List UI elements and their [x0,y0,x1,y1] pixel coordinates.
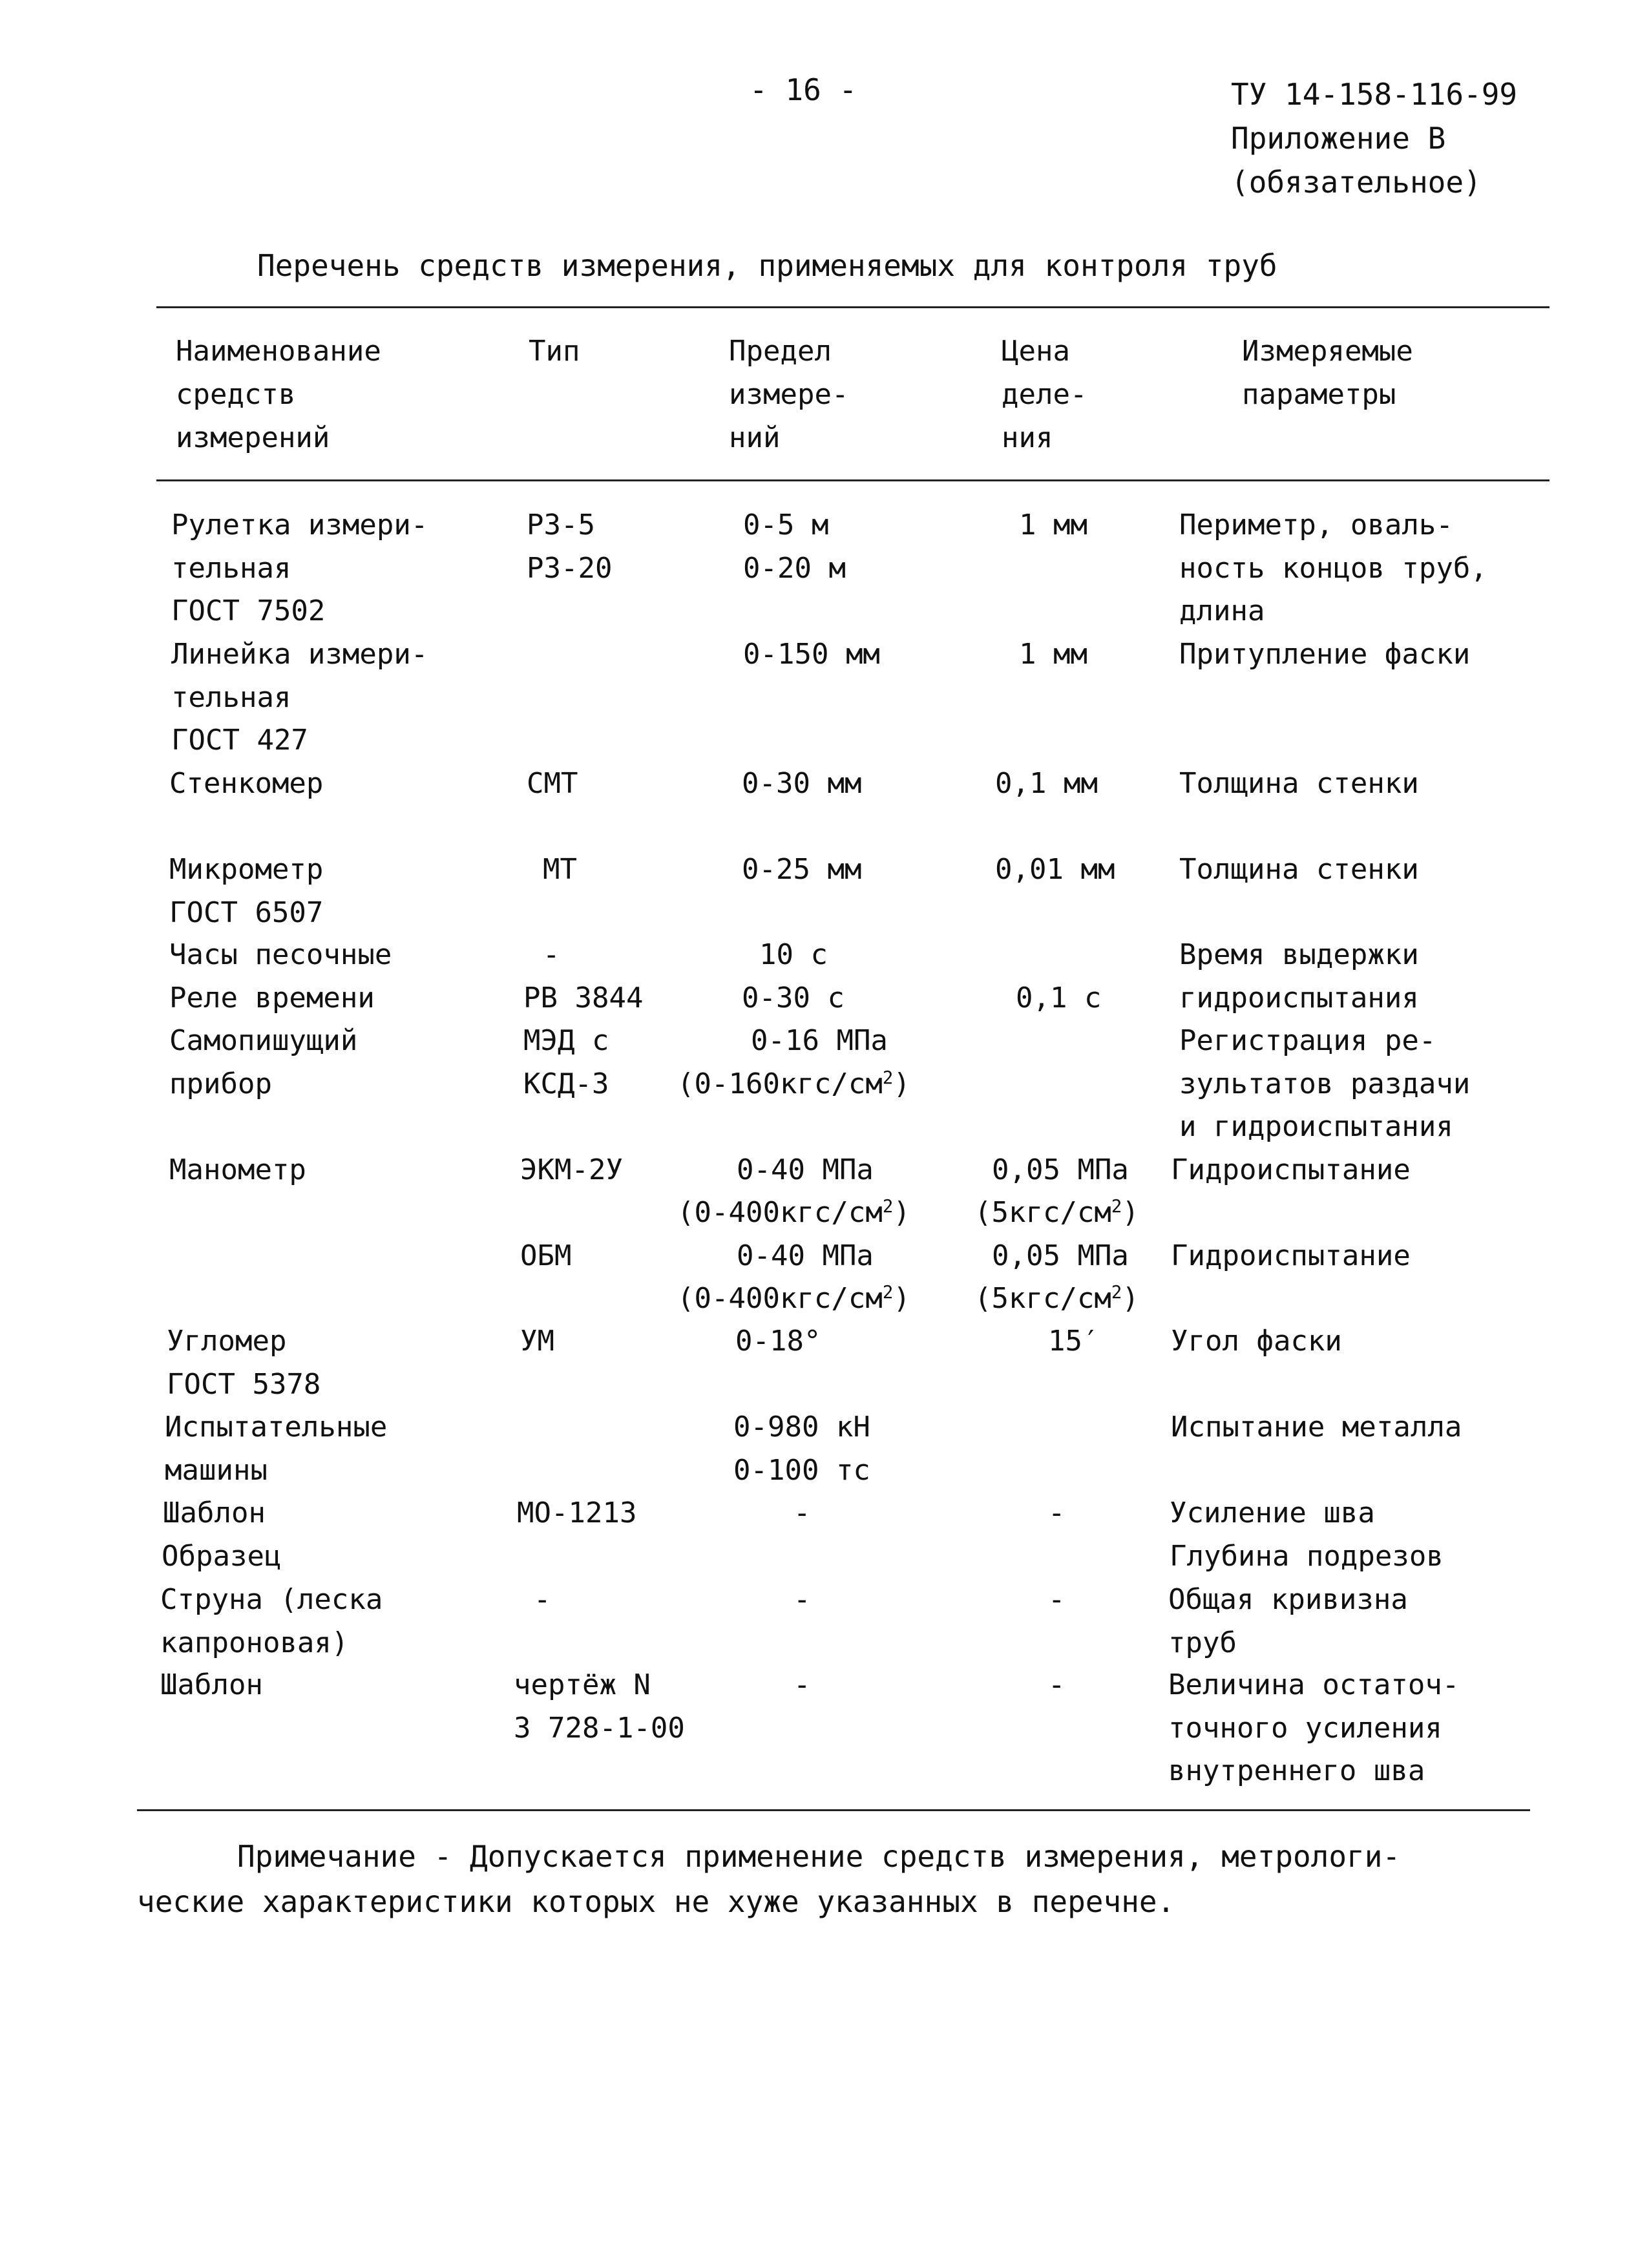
table-cell-name: Линейка измери- тельная ГОСТ 427 [171,638,428,757]
table-cell-params: Толщина стенки [1179,767,1419,800]
table-cell-params: Гидроиспытание [1171,1153,1411,1186]
table-cell-type: чертёж N 3 728-1-00 [514,1668,685,1745]
table-cell-name: Шаблон [163,1496,266,1529]
table-cell-type: ЭКМ-2У [520,1153,623,1186]
page-number: - 16 - [750,72,857,107]
table-cell-params: Притупление фаски [1179,638,1471,671]
table-cell-division: 0,1 мм [995,767,1098,800]
table-cell-name: Рулетка измери- тельная ГОСТ 7502 [171,509,428,627]
table-cell-division: - [1048,1496,1066,1529]
table-cell-range: 0-5 м 0-20 м [743,509,846,585]
table-cell-range: 0-40 МПа [737,1153,874,1186]
table-cell-division-unit: $(5кгс/см^2)$ [974,1196,1139,1229]
table-cell-name: Угломер ГОСТ 5378 [167,1325,321,1401]
table-cell-division: 15′ [1048,1325,1100,1358]
table-cell-type: - [543,938,560,971]
table-cell-range: 0-150 мм [743,638,880,671]
table-cell-name: Манометр [169,1153,306,1186]
table-cell-name: Образец [162,1540,282,1573]
table-cell-range: 0-30 с [742,982,845,1014]
appendix-status: (обязательное) [1231,165,1482,200]
table-cell-range: - [793,1496,811,1529]
table-cell-division: 1 мм [1019,638,1087,671]
table-cell-params: Толщина стенки [1179,853,1419,886]
table-note [137,1834,1539,1924]
appendix-label: Приложение В [1231,121,1446,156]
table-cell-params: Величина остаточ- точного усиления внутреннего шва [1168,1668,1460,1787]
table-bottom-rule [137,1809,1530,1811]
table-cell-type: - [534,1583,551,1616]
table-cell-division: 0,1 с [1016,982,1102,1014]
table-cell-type: РВ 3844 [523,982,644,1014]
table-cell-range: - [793,1668,811,1701]
table-cell-range-unit: $(0-160кгс/см^2)$ [677,1067,910,1100]
table-cell-params: Регистрация ре- зультатов раздачи и гидроиспытания [1179,1024,1471,1143]
table-cell-range: - [793,1583,811,1616]
table-cell-division-unit: $(5кгс/см^2)$ [974,1282,1139,1315]
table-cell-type: ОБМ [520,1239,572,1272]
table-cell-name: Реле времени [169,982,375,1014]
table-cell-params: Глубина подрезов [1170,1540,1444,1573]
table-cell-params: Общая кривизна труб [1168,1583,1408,1659]
table-cell-params: Испытание металла [1171,1411,1462,1444]
table-cell-range: 0-40 МПа [737,1239,874,1272]
note-line-1: Примечание - Допускается применение средств измерения, метрологи- [237,1839,1401,1874]
table-cell-division: 0,05 МПа [992,1239,1129,1272]
table-cell-params: Угол фаски [1171,1325,1342,1358]
table-cell-name: Стенкомер [169,767,324,800]
table-cell-params: Периметр, оваль- ность концов труб, длина [1179,509,1487,627]
table-cell-name: Часы песочные [169,938,392,971]
table-cell-range: 0-16 МПа [751,1024,888,1057]
column-header-type: Тип [529,335,580,368]
column-header-range: Предел измере- ний [729,335,849,454]
table-cell-name: Испытательные машины [165,1411,388,1487]
table-cell-name: Струна (леска капроновая) [160,1583,383,1659]
header-bottom-rule [156,479,1549,481]
table-cell-name: Микрометр ГОСТ 6507 [169,853,324,929]
table-top-rule [156,306,1549,308]
table-cell-range: 0-25 мм [742,853,862,886]
note-line-2: ческие характеристики которых не хуже указанных в перечне. [137,1884,1175,1919]
table-cell-type: Р3-5 Р3-20 [527,509,613,585]
table-cell-division: 1 мм [1019,509,1087,541]
table-cell-range: 0-18° [735,1325,821,1358]
table-cell-range: 10 с [759,938,828,971]
table-cell-type: МЭД с КСД-3 [523,1024,609,1100]
table-title: Перечень средств измерения, применяемых для контроля труб [257,248,1277,283]
table-cell-name: Самопишущий прибор [169,1024,358,1100]
table-cell-range-unit: $(0-400кгс/см^2)$ [677,1282,910,1315]
column-header-division: Цена деле- ния [1002,335,1087,454]
table-cell-division: - [1048,1583,1066,1616]
table-cell-division: - [1048,1668,1066,1701]
table-cell-params: Время выдержки [1179,938,1419,971]
table-cell-division: 0,05 МПа [992,1153,1129,1186]
table-cell-params: Гидроиспытание [1171,1239,1411,1272]
table-cell-division: 0,01 мм [995,853,1115,886]
table-cell-range: 0-980 кН 0-100 тс [733,1411,870,1487]
table-cell-params: гидроиспытания [1179,982,1419,1014]
column-header-name: Наименование средств измерений [176,335,381,454]
document-header [1231,72,1517,204]
table-cell-range-unit: $(0-400кгс/см^2)$ [677,1196,910,1229]
table-cell-params: Усиление шва [1170,1496,1375,1529]
table-cell-type: МО-1213 [517,1496,637,1529]
table-cell-type: СМТ [527,767,578,800]
column-header-params: Измеряемые параметры [1242,335,1413,411]
table-cell-type: УМ [520,1325,554,1358]
doc-code: ТУ 14-158-116-99 [1231,77,1518,112]
table-cell-range: 0-30 мм [742,767,862,800]
table-cell-type: МТ [543,853,577,886]
table-cell-name: Шаблон [160,1668,263,1701]
